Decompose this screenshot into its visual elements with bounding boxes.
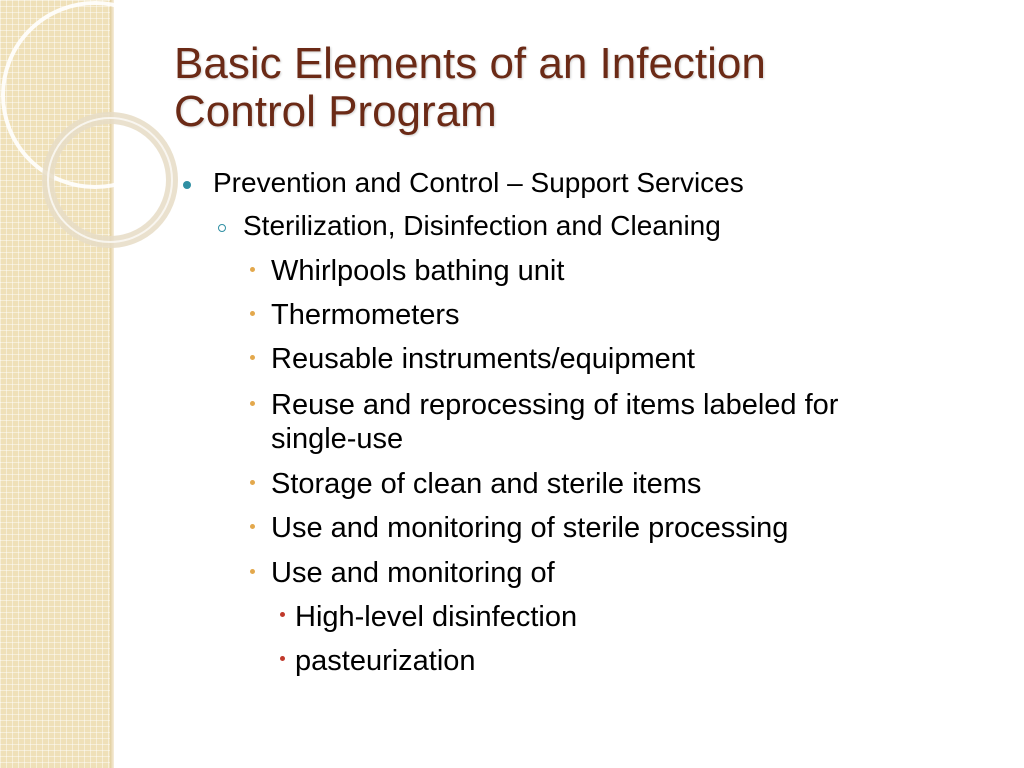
list-item-text: single-use [271,423,404,455]
bullet-small-icon [250,480,255,485]
list-item-text: Use and monitoring of [271,557,555,589]
list-item-text: Prevention and Control – Support Services [213,167,744,198]
list-item-level1 [213,166,744,200]
bullet-small-icon [250,401,255,406]
sub-list-item-text: High-level disinfection [295,601,578,633]
list-item [271,467,701,501]
list-item-continuation [271,422,403,456]
bullet-small-icon [250,569,255,574]
sub-list-item-text: pasteurization [295,645,476,677]
list-item-text: Reuse and reprocessing of items labeled for [271,389,839,421]
sub-list-item [295,644,476,678]
slide-title-line2: Control Program [174,87,497,136]
bullet-ring-icon [218,224,226,232]
bullet-small-icon [250,267,255,272]
bullet-red-icon [280,612,285,617]
list-item [271,298,460,332]
list-item-text: Use and monitoring of sterile processing [271,512,789,544]
bullet-small-icon [250,524,255,529]
sub-list-item [295,600,577,634]
list-item [271,254,564,288]
bullet-red-icon [280,656,285,661]
list-item [271,388,838,422]
list-item-level2 [243,209,721,243]
list-item-text: Storage of clean and sterile items [271,468,702,500]
slide-title-line1: Basic Elements of an Infection [174,39,766,88]
bullet-small-icon [250,311,255,316]
list-item-text: Sterilization, Disinfection and Cleaning [243,210,721,241]
bullet-small-icon [250,355,255,360]
list-item-text: Reusable instruments/equipment [271,343,695,375]
bullet-dot-icon [183,181,191,189]
list-item [271,342,695,376]
list-item-text: Thermometers [271,299,460,331]
list-item [271,556,555,590]
list-item [271,511,788,545]
list-item-text: Whirlpools bathing unit [271,255,565,287]
